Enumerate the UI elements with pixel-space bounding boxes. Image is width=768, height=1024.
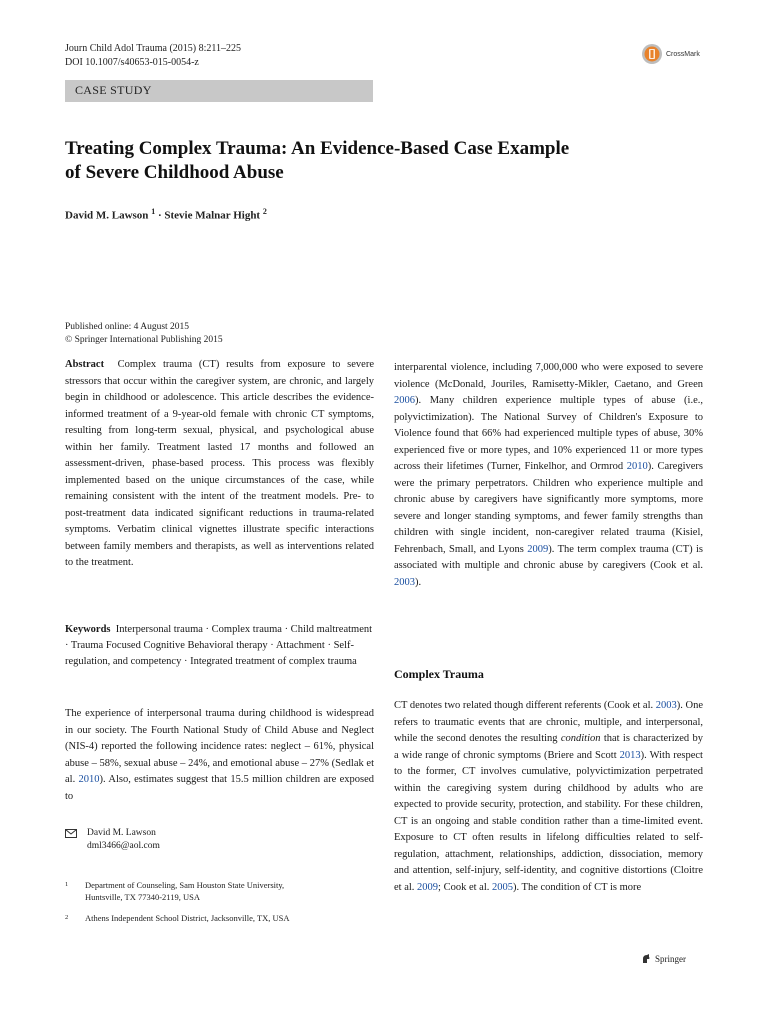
envelope-icon xyxy=(65,829,77,838)
title-line-2: of Severe Childhood Abuse xyxy=(65,162,284,183)
section-tag: CASE STUDY xyxy=(75,83,152,97)
author-name[interactable]: Stevie Malnar Hight xyxy=(164,209,261,222)
copyright-notice: © Springer International Publishing 2015 xyxy=(65,335,223,345)
body-text: ). Caregivers were the primary perpetrators. Children who experience multiple and chronic abuse by caregivers have significantly more symptoms, more severe and longer standing symptoms, and fewer family strengths than children with single incident, non-caregiver related trauma (Kisiel, Fehrenbach, Small, and Lyons xyxy=(394,461,704,555)
body-text: ). One refers to traumatic events that are chronic, multiple, and interpersonal, while the second denotes the resulting xyxy=(394,700,703,744)
affiliation-line: Department of Counseling, Sam Houston State University, xyxy=(85,880,285,890)
body-text: ). Also, estimates suggest that 15.5 million children are exposed to xyxy=(65,774,374,802)
body-text: ). xyxy=(415,576,422,588)
abstract-label: Abstract xyxy=(65,359,105,370)
citation-link[interactable]: 2003 xyxy=(655,700,677,711)
contact-name: David M. Lawson xyxy=(87,828,156,838)
author-separator: · xyxy=(157,209,165,222)
article-title xyxy=(65,137,705,185)
keywords xyxy=(65,622,374,670)
contact-email[interactable]: dml3466@aol.com xyxy=(87,841,160,851)
affiliation-number: 1 xyxy=(65,881,69,888)
body-text: ; Cook et al. xyxy=(438,881,492,893)
body-paragraph xyxy=(394,360,703,591)
abstract-paragraph xyxy=(65,357,374,572)
section-tag-bar xyxy=(65,80,373,102)
title-line-1: Treating Complex Trauma: An Evidence-Based Case Example xyxy=(65,138,570,159)
author-list xyxy=(65,207,267,222)
citation-link[interactable]: 2009 xyxy=(417,881,439,893)
keywords-label: Keywords xyxy=(65,624,111,635)
body-text: that is characterized by a wide range of chronic symptoms (Briere and Scott xyxy=(394,733,703,761)
abstract xyxy=(65,357,374,572)
keywords-text: Interpersonal trauma · Complex trauma · Child maltreatment · Trauma Focused Cognitive Behavioral therapy · Attachment · Self-regulation, and competency · Integrated treatment of complex trauma xyxy=(65,624,373,667)
citation-link[interactable]: 2010 xyxy=(626,461,648,472)
contact-name-row xyxy=(65,827,160,840)
citation-link[interactable]: 2010 xyxy=(78,774,100,785)
affiliation-text xyxy=(85,879,284,903)
contact-block xyxy=(65,827,160,853)
published-date: Published online: 4 August 2015 xyxy=(65,322,190,332)
affiliation-line: Huntsville, TX 77340-2119, USA xyxy=(85,892,200,902)
author-affil-mark: 1 xyxy=(151,207,156,216)
affiliation xyxy=(65,912,290,924)
springer-horse-icon xyxy=(640,953,652,965)
doi-link[interactable]: DOI 10.1007/s40653-015-0054-z xyxy=(65,57,199,68)
crossmark-label: CrossMark xyxy=(666,50,700,58)
emphasis-text: condition xyxy=(560,733,601,744)
citation-link[interactable]: 2009 xyxy=(527,543,549,555)
affiliation xyxy=(65,879,284,903)
journal-header xyxy=(65,42,241,70)
publication-info xyxy=(65,321,223,347)
affiliation-number: 2 xyxy=(65,914,69,921)
intro-paragraph xyxy=(65,706,374,805)
body-text: ). The condition of CT is more xyxy=(512,881,642,893)
complex-trauma-paragraph xyxy=(394,698,703,896)
journal-citation: Journ Child Adol Trauma (2015) 8:211–225 xyxy=(65,43,242,54)
crossmark-icon xyxy=(641,43,663,65)
citation-link[interactable]: 2006 xyxy=(394,395,415,406)
section-heading: Complex Trauma xyxy=(394,667,484,681)
body-text: ). The term complex trauma (CT) is associated with multiple and chronic abuse by caregivers (Cook et al. xyxy=(394,543,703,571)
crossmark-badge[interactable] xyxy=(641,42,703,66)
publisher-name: Springer xyxy=(655,954,686,964)
citation-link[interactable]: 2013 xyxy=(619,749,641,761)
author-name[interactable]: David M. Lawson xyxy=(65,209,149,222)
body-text: The experience of interpersonal trauma during childhood is widespread in our society. The Fourth National Study of Child Abuse and Neglect (NIS-4) reported the following incidence rates: neglect – 61%, physical abuse – 58%, sexual abuse – 24%, and emotional abuse – 27% (Sedlak et al. xyxy=(65,708,374,785)
citation-link[interactable]: 2003 xyxy=(394,576,415,588)
body-text: CT denotes two related though different referents (Cook et al. xyxy=(394,700,656,711)
body-text: ). Many children experience multiple types of abuse (i.e., polyvictimization). The National Survey of Children's Exposure to Violence found that 66% had experienced multiple types of abuse, 30% experienced five or more types, and 10% experienced 11 or more types across their lifetimes (Turner, Finkelhor, and Ormrod xyxy=(394,395,703,472)
body-text: interparental violence, including 7,000,000 who were exposed to severe violence (McDonald, Jouriles, Ramisetty-Mikler, Caetano, and Green xyxy=(394,362,703,390)
affiliation-line: Athens Independent School District, Jacksonville, TX, USA xyxy=(85,913,290,923)
body-text: ). With respect to the former, CT involves cumulative, polyvictimization perpetrated within the caregiving system during childhood by adults who are expected to provide security, protection, and stability. For these children, CT is an ongoing and stable condition rather than a time-limited event. Exposure to CT often results in lifelong difficulties related to self-regulation, attachment, relationships, addiction, dissociation, memory and attention, self-injury, self-identity, and cognitive distortions (Cloitre et al. xyxy=(394,749,703,893)
abstract-text: Complex trauma (CT) results from exposure to severe stressors that occur within the caregiver system, are chronic, and largely begin in childhood or adolescence. This article describes the evidence-informed treatment of a 9-year-old female with chronic CT symptoms, resulting from long-term sexual, physical, and psychological abuse within her family. Treatment lasted 17 months and followed an assessment-driven, phase-based process. This process was flexibly implemented based on the unique circumstances of the case, while remaining consistent with the intent of the treatment models. Pre- to post-treatment data indicated significant reductions in trauma-related symptoms. Verbatim clinical vignettes illustrate specific interactions between family members and therapists, as well as interventions related to the treatment. xyxy=(65,359,374,568)
author-affil-mark: 2 xyxy=(262,207,267,216)
citation-link[interactable]: 2005 xyxy=(491,881,513,893)
publisher-logo xyxy=(640,953,686,965)
right-column-intro xyxy=(394,360,703,591)
